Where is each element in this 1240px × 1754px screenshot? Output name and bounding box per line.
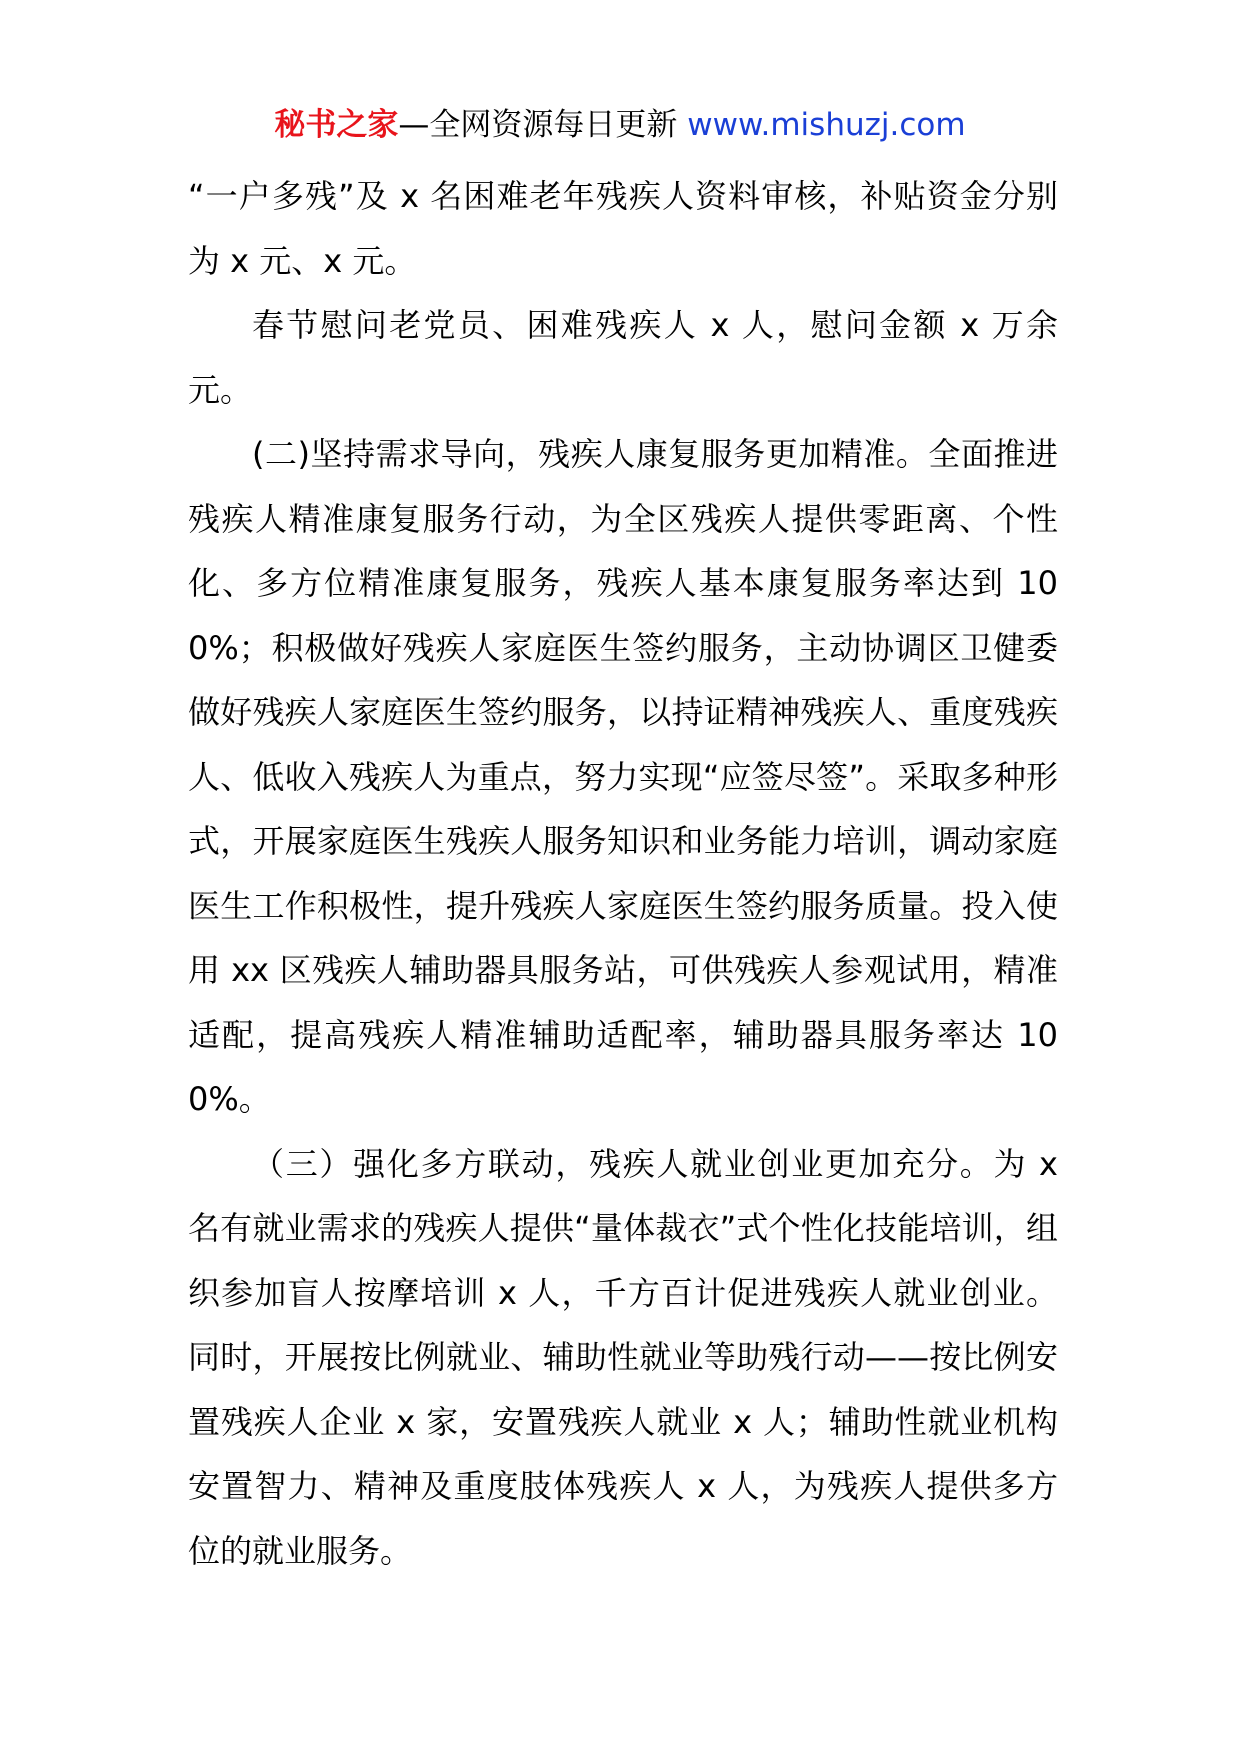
document-body [188, 164, 1058, 1583]
paragraph-subsidy-continuation: “一户多残”及 x 名困难老年残疾人资料审核，补贴资金分别为 x 元、x 元。 [188, 177, 1058, 280]
website-link[interactable]: www.mishuzj.com [687, 107, 966, 143]
paragraph-rehabilitation: (二)坚持需求导向，残疾人康复服务更加精准。全面推进残疾人精准康复服务行动，为全区残疾人提供零距离、个性化、多方位精准康复服务，残疾人基本康复服务率达到 100%；积极做好残疾人家庭医生签约服务，主动协调区卫健委做好残疾人家庭医生签约服务，以持证精神残疾人、重度残疾人、低收入残疾人为重点，努力实现“应签尽签”。采取多种形式，开展家庭医生残疾人服务知识和业务能力培训，调动家庭医生工作积极性，提升残疾人家庭医生签约服务质量。投入使用 xx 区残疾人辅助器具服务站，可供残疾人参观试用，精准适配，提高残疾人精准辅助适配率，辅助器具服务率达 100%。 [188, 435, 1058, 1118]
header-tagline: —全网资源每日更新 [398, 107, 688, 143]
brand-name: 秘书之家 [274, 107, 399, 143]
paragraph-spring-festival: 春节慰问老党员、困难残疾人 x 人，慰问金额 x 万余元。 [188, 306, 1058, 409]
paragraph-employment: （三）强化多方联动，残疾人就业创业更加充分。为 x 名有就业需求的残疾人提供“量体裁衣”式个性化技能培训，组织参加盲人按摩培训 x 人，千方百计促进残疾人就业创业。同时，开展按比例就业、辅助性就业等助残行动——按比例安置残疾人企业 x 家，安置残疾人就业 x 人；辅助性就业机构安置智力、精神及重度肢体残疾人 x 人，为残疾人提供多方位的就业服务。 [188, 1144, 1058, 1570]
page-header [0, 103, 1240, 147]
